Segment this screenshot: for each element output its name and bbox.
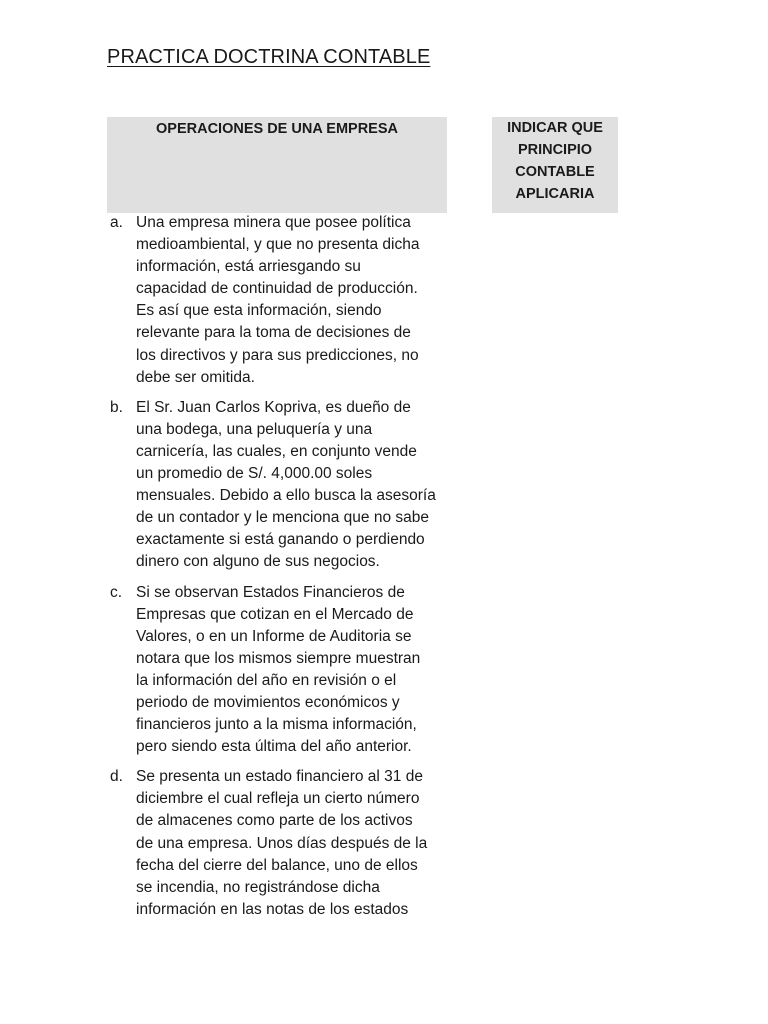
list-item-text: Una empresa minera que posee política medioambiental, y que no presenta dicha información, está arriesgando su capacidad de continuidad de producción. Es así que esta información, siendo relevante para la toma de decisiones de los directivos y para sus predicciones, no debe ser omitida.	[136, 214, 420, 386]
operations-list	[110, 212, 450, 929]
page-title: PRACTICA DOCTRINA CONTABLE	[107, 46, 431, 68]
list-item	[110, 766, 450, 921]
list-item-letter: b.	[110, 398, 123, 416]
list-item-text: Se presenta un estado financiero al 31 de diciembre el cual refleja un cierto número de almacenes como parte de los activos de una empresa. Unos días después de la fecha del cierre del balance, uno de ellos se incendia, no registrándose dicha información en las notas de los estados	[136, 768, 428, 918]
list-item-text: Si se observan Estados Financieros de Empresas que cotizan en el Mercado de Valores, o en un Informe de Auditoria se notara que los mismos siempre muestran la información del año en revisión o el periodo de movimientos económicos y financieros junto a la misma información, pero siendo esta última del año anterior.	[136, 583, 421, 756]
list-item-letter: d.	[110, 768, 123, 786]
list-item-text: El Sr. Juan Carlos Kopriva, es dueño de una bodega, una peluquería y una carnicería, las cuales, en conjunto vende un promedio de S/. 4,000.00 soles mensuales. Debido a ello busca la asesoría de un contador y le menciona que no sabe exactamente si está ganando o perdiendo dinero con alguno de sus negocios.	[136, 398, 436, 571]
table-header-principle: INDICAR QUE PRINCIPIO CONTABLE APLICARIA	[492, 117, 618, 213]
list-item-letter: c.	[110, 583, 123, 601]
list-item	[110, 582, 450, 759]
table-header-operations: OPERACIONES DE UNA EMPRESA	[107, 117, 447, 213]
list-item	[110, 212, 450, 389]
list-item-letter: a.	[110, 214, 123, 231]
list-item	[110, 397, 450, 574]
